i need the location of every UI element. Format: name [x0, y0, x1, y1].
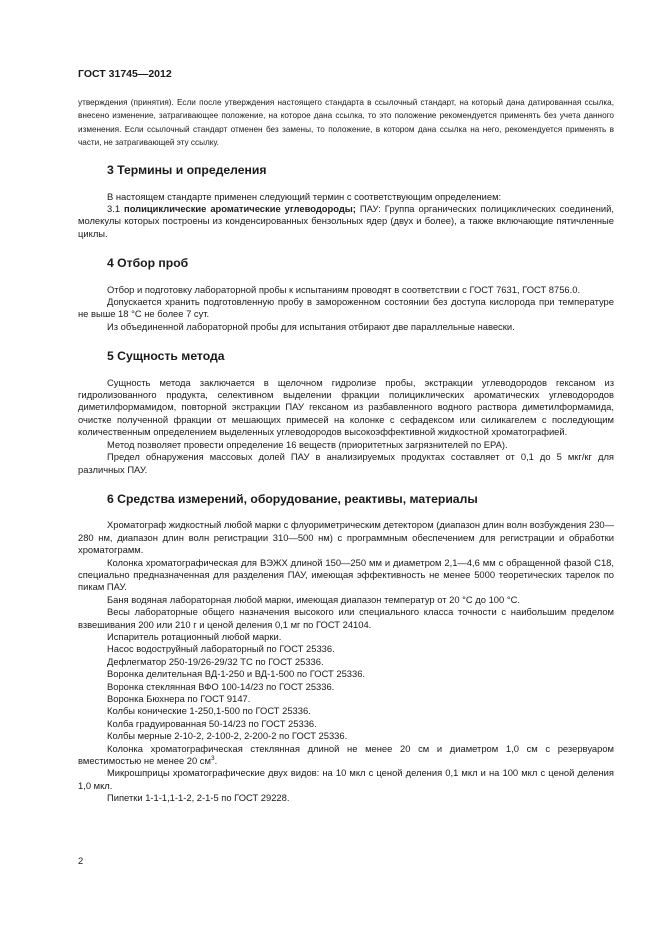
equipment-item: Воронка стеклянная ВФО 100-14/23 по ГОСТ 25336.: [107, 680, 335, 692]
equipment-item: Дефлегматор 250-19/26-29/32 ТС по ГОСТ 25336.: [107, 655, 324, 667]
section-6-title: 6 Средства измерений, оборудование, реактивы, материалы: [107, 491, 478, 506]
equipment-item: Баня водяная лабораторная любой марки, имеющая диапазон температур от 20 °С до 100 °С.: [107, 593, 520, 605]
section-5-title: 5 Сущность метода: [107, 349, 225, 364]
page-number: 2: [78, 855, 84, 866]
equipment-item: Испаритель ротационный любой марки.: [107, 630, 282, 642]
section-3-paragraph: В настоящем стандарте применен следующий термин с соответствующим определением:: [107, 190, 502, 202]
section-4-paragraph-2: Допускается хранить подготовленную пробу в замороженном состоянии без доступа кислорода при температуре не выше 18 °С не более 7 сут.: [78, 296, 614, 320]
document-code: ГОСТ 31745—2012: [78, 68, 172, 80]
document-body: [78, 96, 614, 805]
equipment-item: Колонка хроматографическая для ВЭЖХ длиной 150—250 мм и диаметром 2,1—4,6 мм с обращенной фазой С18, специально предназначенная для разделения ПАУ, имеющая эффективность не менее 5000 теоретических тарелок по пикам ПАУ.: [78, 556, 614, 593]
column-text: Колонка хроматографическая стеклянная длиной не менее 20 см и диаметром 1,0 см с резервуаром вместимостью не менее 20 см: [78, 742, 614, 767]
term-name: полициклические ароматические углеводороды;: [124, 203, 356, 214]
section-5-paragraph-1: Сущность метода заключается в щелочном гидролизе пробы, экстракции углеводородов гексаном из гидролизованного продукта, селективном выделении фракции полициклических ароматических углеводородов диметилформамидом, повторной экстракции ПАУ гексаном из разбавленного водного раствора диметилформамида, очистке полученной фракции от мешающих примесей на колонке с сефадексом или силикагелем с последующим количественным определением выделенных углеводородов высокоэффективной жидкостной хроматографией.: [78, 376, 614, 438]
section-5-paragraph-2: Метод позволяет провести определение 16 веществ (приоритетных загрязнителей по ЕРА).: [107, 438, 508, 450]
section-4-paragraph-3: Из объединенной лабораторной пробы для испытания отбирают две параллельные навески.: [107, 320, 515, 332]
equipment-list: [78, 519, 614, 804]
section-3-title: 3 Термины и определения: [107, 163, 267, 178]
term-definition-text: ПАУ: Группа органических полициклических соединений, молекулы которых построены из конденсированных бензольных ядер (двух и более), а также включающие пятичленные циклы.: [78, 203, 615, 239]
equipment-item: Колба градуированная 50-14/23 по ГОСТ 25336.: [107, 717, 317, 729]
section-5-paragraph-3: Предел обнаружения массовых долей ПАУ в анализируемых продуктах составляет от 0,1 до 5 мкг/кг для различных ПАУ.: [78, 451, 614, 475]
equipment-item: Колбы конические 1-250,1-500 по ГОСТ 25336.: [107, 705, 311, 717]
equipment-item: Колбы мерные 2-10-2, 2-100-2, 2-200-2 по ГОСТ 25336.: [107, 730, 348, 742]
equipment-item: Воронка делительная ВД-1-250 и ВД-1-500 по ГОСТ 25336.: [107, 668, 366, 680]
term-number: 3.1: [107, 203, 121, 214]
column-end: .: [214, 755, 218, 767]
section-4-paragraph-1: Отбор и подготовку лабораторной пробы к испытаниям проводят в соответствии с ГОСТ 7631, ГОСТ 8756.0.: [107, 283, 581, 295]
equipment-item: Воронка Бюхнера по ГОСТ 9147.: [107, 693, 251, 704]
equipment-item: Насос водоструйный лабораторный по ГОСТ 25336.: [107, 643, 335, 655]
equipment-item: Пипетки 1-1-1,1-1-2, 2-1-5 по ГОСТ 29228.: [107, 792, 290, 804]
equipment-item: Весы лабораторные общего назначения высокого или специального класса точности с наибольшим пределом взвешивания 200 или 210 г и ценой деления 0,1 мг по ГОСТ 24104.: [78, 606, 614, 630]
intro-paragraph: утверждения (принятия). Если после утверждения настоящего стандарта в ссылочный стандарт, на который дана датированная ссылка, внесено изменение, затрагивающее положение, на которое дана ссылка, то это положение рекомендуется применять без учета данного изменения. Если ссылочный стандарт отменен без замены, то положение, в котором дана ссылка на него, рекомендуется применять в части, не затрагивающей эту ссылку.: [78, 98, 614, 147]
column-superscript: 3: [210, 754, 215, 762]
term-definition: [78, 203, 614, 240]
equipment-item: Микрошприцы хроматографические двух видов: на 10 мкл с ценой деления 0,1 мкл и на 100 мкл с ценой деления 1,0 мкл.: [78, 767, 614, 791]
equipment-item: Хроматограф жидкостный любой марки с флуориметрическим детектором (диапазон длин волн возбуждения 230—280 нм, диапазон длин волн регистрации 310—500 нм) с программным обеспечением для регистрации и обработки хроматограмм.: [78, 519, 614, 556]
equipment-item-column: [78, 743, 614, 768]
section-4-title: 4 Отбор проб: [107, 256, 189, 271]
